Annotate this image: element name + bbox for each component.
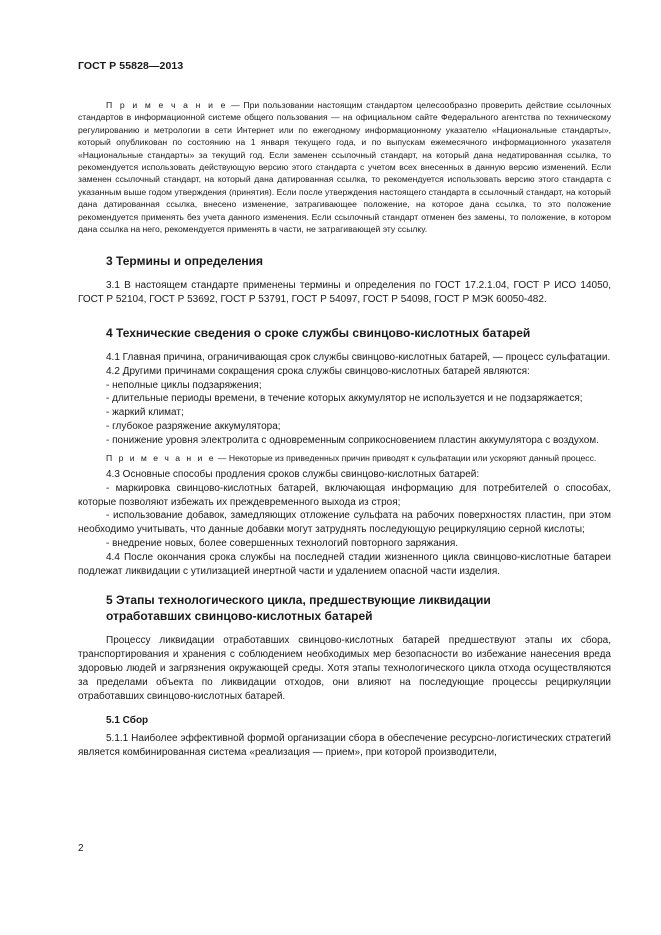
- list-item: - неполные циклы подзаряжения;: [106, 379, 262, 391]
- section-4-note: [78, 452, 611, 464]
- list-item: - понижение уровня электролита с одновременным соприкосновением пластин аккумулятора с воздухом.: [106, 434, 599, 446]
- page-number: 2: [78, 843, 84, 854]
- section-5-title: [78, 592, 611, 624]
- note-text: — При пользовании настоящим стандартом целесообразно проверить действие ссылочных стандартов в информационной системе общего пользования — на официальном сайте Федерального агентства по техническому регулированию и метрологии в сети Интернет или по ежегодному информационному указателю «Национальные стандарты», который опубликован по состоянию на 1 января текущего года, и по выпускам ежемесячного информационного указателя «Национальные стандарты» за текущий год. Если заменен ссылочный стандарт, на который дана недатированная ссылка, то рекомендуется использовать действующую версию этого стандарта с учетом всех внесенных в данную версию изменений. Если заменен ссылочный стандарт, на который дана датированная ссылка, то рекомендуется использовать версию этого стандарта с указанным выше годом утверждения (принятия). Если после утверждения настоящего стандарта в ссылочный стандарт, на который дана датированная ссылка, внесено изменение, затрагивающее положение, на которое дана ссылка, то это положение рекомендуется применять без учета данного изменения. Если ссылочный стандарт отменен без замены, то положение, в котором дана ссылка на него, рекомендуется применять в части, не затрагивающей эту ссылку.: [78, 100, 612, 235]
- paragraph-5-1-1: 5.1.1 Наиболее эффективной формой организации сбора в обеспечение ресурсно-логистических стратегий является комбинированная система «реализация — прием», при которой производители,: [78, 733, 611, 759]
- section-5-title-line2: отработавших свинцово-кислотных батарей: [106, 609, 373, 624]
- paragraph-4-1: 4.1 Главная причина, ограничивающая срок службы свинцово-кислотных батарей, — процесс сульфатации.: [106, 352, 611, 364]
- section-3-title: 3 Термины и определения: [106, 254, 264, 269]
- paragraph-4-2: 4.2 Другими причинами сокращения срока службы свинцово-кислотных батарей являются:: [106, 365, 530, 377]
- note-label: П р и м е ч а н и е: [106, 452, 216, 463]
- subsection-5-1-title: 5.1 Сбор: [106, 715, 149, 727]
- paragraph-4-3: 4.3 Основные способы продления сроков службы свинцово-кислотных батарей:: [106, 469, 480, 481]
- section-4-title: 4 Технические сведения о сроке службы свинцово-кислотных батарей: [106, 326, 531, 341]
- paragraph-5-intro: Процессу ликвидации отработавших свинцово-кислотных батарей предшествуют этапы их сбора, транспортирования и хранения с соблюдением необходимых мер безопасности во избежание нанесения вреда здоровью людей и загрязнения окружающей среды. Хотя этапы технологического цикла отхода осуществляются за пределами объекта по ликвидации отходов, они влияют на последующие процессы рециркуляции отработавших свинцово-кислотных батарей.: [78, 635, 611, 702]
- section-5-title-line1: 5 Этапы технологического цикла, предшествующие ликвидации: [106, 593, 491, 608]
- intro-note: [78, 99, 611, 235]
- paragraph-3-1: 3.1 В настоящем стандарте применены термины и определения по ГОСТ 17.2.1.04, ГОСТ Р ИСО 14050, ГОСТ Р 52104, ГОСТ Р 53692, ГОСТ Р 53791, ГОСТ Р 54097, ГОСТ Р 54098, ГОСТ Р МЭК 60050-482.: [78, 280, 611, 306]
- document-header: ГОСТ Р 55828—2013: [78, 60, 184, 72]
- list-item: - жаркий климат;: [106, 407, 184, 419]
- list-item: - внедрение новых, более совершенных технологий повторного заряжания.: [106, 538, 459, 550]
- note-text: — Некоторые из приведенных причин приводят к сульфатации или ускоряют данный процесс.: [215, 452, 597, 463]
- list-item: - использование добавок, замедляющих отложение сульфата на рабочих поверхностях пластин, при этом необходимо учитывать, что данные добавки могут затруднять последующую рециркуляцию серной кислоты;: [78, 510, 611, 536]
- list-item: - маркировка свинцово-кислотных батарей, включающая информацию для потребителей о способах, которые позволяют избежать их преждевременного выхода из строя;: [78, 482, 611, 508]
- note-label: П р и м е ч а н и е: [106, 100, 228, 110]
- list-item: - глубокое разряжение аккумулятора;: [106, 421, 281, 433]
- paragraph-4-4: 4.4 После окончания срока службы на последней стадии жизненного цикла свинцово-кислотные батареи подлежат ликвидации с утилизацией инертной части и удалением опасной части изделия.: [78, 551, 611, 577]
- list-item: - длительные периоды времени, в течение которых аккумулятор не используется и не подзаряжается;: [106, 393, 583, 405]
